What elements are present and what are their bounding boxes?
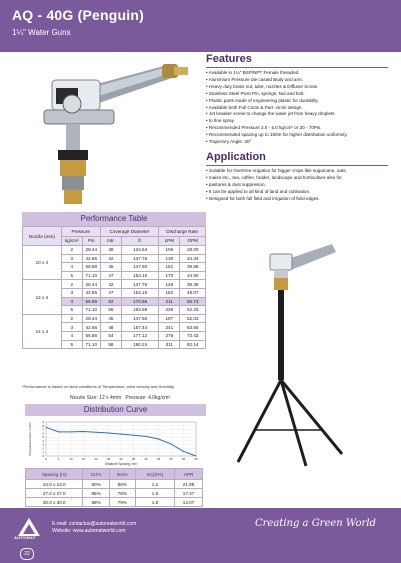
features-item: • Available in 1¼" BSP/NPT Female threaded. <box>206 70 394 77</box>
application-item: • Designed for both full field and irrigation of field edges. <box>206 196 394 203</box>
spacing-header: DU% <box>109 469 135 480</box>
nozzle-cell: 10 x 4 <box>23 246 62 280</box>
y-tick-label: 5 <box>42 435 44 440</box>
table-cell: 3 <box>61 288 82 297</box>
table-cell: 1.6 <box>135 489 174 498</box>
table-cell: 82.14 <box>180 340 206 349</box>
table-cell: 28.44 <box>82 280 100 289</box>
features-item: • Stainless Steel Pivot Pin, springs, Nut and bolt. <box>206 91 394 98</box>
y-tick-label: 3 <box>42 442 44 447</box>
spacing-header: Spacing (m) <box>26 469 83 480</box>
table-cell: 24.0 x 24.0 <box>26 480 83 489</box>
features-item: • Heavy duty brass nut, tube, nozzles & Diffusor Screw. <box>206 84 394 91</box>
table-cell: 5 <box>61 306 82 315</box>
table-cell: 2 <box>61 246 82 255</box>
data-point <box>196 456 197 457</box>
x-axis-label: Distance Spacing, mm <box>105 462 137 466</box>
table-cell: 1.2 <box>135 480 174 489</box>
performance-table-section <box>22 212 206 349</box>
table-cell: 3 <box>61 254 82 263</box>
table-header-psi: Psi <box>82 236 100 246</box>
y-tick-label: 6 <box>42 431 44 436</box>
x-tick-label: 25 <box>106 457 111 461</box>
data-point <box>171 443 172 444</box>
table-cell: 30.0 x 30.0 <box>26 498 83 507</box>
spacing-table <box>25 468 203 507</box>
table-cell: 4 <box>61 263 82 272</box>
table-cell: 58 <box>100 340 121 349</box>
features-heading: Features <box>206 53 252 65</box>
table-row <box>26 489 203 498</box>
product-subtitle: 1¼" Water Guns <box>12 28 71 37</box>
spacing-header: CU% <box>83 469 109 480</box>
features-list <box>206 70 394 146</box>
table-cell: 42.66 <box>82 323 100 332</box>
table-cell: 88% <box>83 498 109 507</box>
table-header-ft: ft. <box>122 236 159 246</box>
product-title: AQ - 40G (Penguin) <box>12 7 144 23</box>
table-header-gpm: GPM <box>180 236 206 246</box>
table-cell: 44.90 <box>180 271 206 280</box>
spacing-header: APR <box>175 469 203 480</box>
table-cell: 79% <box>109 498 135 507</box>
y-tick-label: 0 <box>42 454 44 458</box>
data-point <box>133 435 134 436</box>
table-cell: 55.73 <box>180 297 206 306</box>
table-cell: 71.10 <box>82 306 100 315</box>
table-cell: 149 <box>159 280 180 289</box>
table-cell: 52.03 <box>180 314 206 323</box>
table-cell: 45 <box>100 314 121 323</box>
x-tick-label: 10 <box>69 457 73 461</box>
tripod-photo <box>224 240 354 470</box>
table-cell: 4 <box>61 331 82 340</box>
table-cell: 17.37 <box>175 489 203 498</box>
table-cell: 1.8 <box>135 498 174 507</box>
table-cell: 56.88 <box>82 297 100 306</box>
table-cell: 86% <box>109 480 135 489</box>
application-divider <box>206 165 388 166</box>
x-tick-label: 40 <box>144 457 148 461</box>
application-heading: Application <box>206 151 266 163</box>
table-row <box>23 246 206 255</box>
features-item: • Recommended Pressure 2.0 - 5.0 kg/cm² or 30 - 70Psi. <box>206 125 394 132</box>
table-cell: 56.88 <box>82 331 100 340</box>
y-axis-label: Precipitation Rate, mm/hr <box>28 422 32 456</box>
table-cell: 4 <box>61 297 82 306</box>
table-cell: 14.07 <box>175 498 203 507</box>
table-cell: 278 <box>159 331 180 340</box>
table-cell: 124.64 <box>122 246 159 255</box>
table-cell: 21.98 <box>175 480 203 489</box>
spacing-table-body <box>26 480 203 507</box>
application-item: • It can be applied to all kind of land and cultivation. <box>206 189 394 196</box>
table-cell: 47 <box>100 271 121 280</box>
data-point <box>71 431 72 432</box>
x-tick-label: 15 <box>81 457 86 461</box>
table-cell: 2 <box>61 314 82 323</box>
x-tick-label: 30 <box>119 457 123 461</box>
table-cell: 236 <box>159 306 180 315</box>
performance-table-body <box>23 246 206 349</box>
table-cell: 63.66 <box>180 323 206 332</box>
table-cell: 147.60 <box>122 263 159 272</box>
table-cell: 311 <box>159 340 180 349</box>
table-row <box>26 480 203 489</box>
x-tick-label: 45 <box>156 457 161 461</box>
table-header-pressure: Pressure <box>61 227 100 237</box>
application-item: • Suitable for Overtree irrigation for bigger crops like sugarcane, oats, <box>206 168 394 175</box>
features-item: • Plastic parts made of engineering plastic for durability. <box>206 98 394 105</box>
performance-footnote: *Performance is based on ideal conditions of Temperature, wind velocity and Humidity. <box>22 384 175 389</box>
table-cell: 42 <box>100 280 121 289</box>
table-cell: 5 <box>61 271 82 280</box>
table-cell: 137.76 <box>122 254 159 263</box>
table-cell: 39.36 <box>180 280 206 289</box>
table-cell: 241 <box>159 323 180 332</box>
features-divider <box>206 67 388 68</box>
features-item: • to fine spray. <box>206 118 394 125</box>
features-item: • Aluminium Pressure die casted Body and arm. <box>206 77 394 84</box>
contact-website: Website: www.automatworld.com <box>52 528 126 534</box>
table-cell: 42.66 <box>82 254 100 263</box>
water-gun-photo <box>14 58 194 208</box>
table-cell: 42.66 <box>82 288 100 297</box>
table-cell: 48 <box>100 323 121 332</box>
x-tick-label: 20 <box>94 457 98 461</box>
data-point <box>121 434 122 435</box>
page-number: 22 <box>20 548 34 560</box>
application-list <box>206 168 394 203</box>
table-cell: 62.33 <box>180 306 206 315</box>
table-cell: 182 <box>159 288 180 297</box>
x-tick-label: 50 <box>169 457 173 461</box>
table-cell: 170.56 <box>122 297 159 306</box>
data-point <box>183 451 184 452</box>
table-cell: 211 <box>159 297 180 306</box>
table-cell: 71.10 <box>82 271 100 280</box>
features-item: • Jet breaker screw to change the water jet from heavy droplets <box>206 111 394 118</box>
table-cell: 56.88 <box>82 263 100 272</box>
data-point <box>108 432 109 433</box>
data-point <box>96 432 97 433</box>
performance-table-title: Performance Table <box>22 212 206 226</box>
x-tick-label: 60 <box>194 457 198 461</box>
table-cell: 2 <box>61 280 82 289</box>
table-cell: 52 <box>100 297 121 306</box>
table-header-kg: kg/cm² <box>61 236 82 246</box>
x-tick-label: 0 <box>45 457 47 461</box>
table-cell: 147.60 <box>122 314 159 323</box>
table-header-mtr: mtr. <box>100 236 121 246</box>
table-header-nozzle: Nozzle (mm) <box>23 227 62 246</box>
x-tick-label: 5 <box>57 457 60 461</box>
table-cell: 177.12 <box>122 331 159 340</box>
table-cell: 78% <box>109 489 135 498</box>
table-cell: 5 <box>61 340 82 349</box>
table-cell: 85% <box>83 489 109 498</box>
table-cell: 71.10 <box>82 340 100 349</box>
table-cell: 157.44 <box>122 323 159 332</box>
table-cell: 34.34 <box>180 254 206 263</box>
table-cell: 154.16 <box>122 288 159 297</box>
application-item: • maize etc., tea, coffee, fodder, landscape and horticulture also for <box>206 175 394 182</box>
table-cell: 106 <box>159 246 180 255</box>
data-point <box>58 431 59 432</box>
table-cell: 28.44 <box>82 246 100 255</box>
x-tick-label: 35 <box>131 457 136 461</box>
table-cell: 183.68 <box>122 306 159 315</box>
distribution-title: Distribution Curve <box>25 404 206 416</box>
features-item: • Recommended spacing up to 150m for higher distribution uniformity. <box>206 132 394 139</box>
nozzle-cell: 12 x 4 <box>23 280 62 314</box>
y-tick-label: 4 <box>42 438 44 443</box>
spacing-header: SC(S%) <box>135 469 174 480</box>
table-cell: 197 <box>159 314 180 323</box>
slogan: Creating a Green World <box>255 518 376 529</box>
nozzle-pressure: Pressure: 4.0kg/cm² <box>125 395 171 401</box>
table-cell: 3 <box>61 323 82 332</box>
table-cell: 39.88 <box>180 263 206 272</box>
contact-email: E-mail: contactus@automatworld.com <box>52 521 137 527</box>
table-header-lpm: LPM <box>159 236 180 246</box>
nozzle-pressure-line <box>70 395 170 401</box>
y-tick-label: 7 <box>42 427 44 432</box>
table-row <box>23 280 206 289</box>
brand-name: AUTOMAT <box>14 535 36 540</box>
distribution-chart <box>22 418 206 466</box>
data-point <box>83 431 84 432</box>
nozzle-cell: 14 x 4 <box>23 314 62 348</box>
footer-bar <box>0 508 401 563</box>
table-header-discharge: Discharge Rate <box>159 227 206 237</box>
table-cell: 28.44 <box>82 314 100 323</box>
x-tick-label: 55 <box>181 457 186 461</box>
table-cell: 190.24 <box>122 340 159 349</box>
table-cell: 45 <box>100 263 121 272</box>
header-banner <box>0 0 401 52</box>
table-cell: 27.0 x 27.0 <box>26 489 83 498</box>
table-cell: 42 <box>100 254 121 263</box>
table-header-coverage: Coverage Diameter <box>100 227 158 237</box>
data-point <box>146 436 147 437</box>
table-cell: 56 <box>100 306 121 315</box>
table-row <box>26 498 203 507</box>
application-item: • pastures & dust suppresion. <box>206 182 394 189</box>
y-tick-label: 9 <box>42 420 44 424</box>
table-cell: 38 <box>100 246 121 255</box>
features-item: • Available both Full Circle & Part -circle design. <box>206 105 394 112</box>
table-row <box>23 314 206 323</box>
data-point <box>46 427 47 428</box>
table-cell: 28.00 <box>180 246 206 255</box>
features-item: • Trajectory Angle: 30° <box>206 139 394 146</box>
spacing-table-section <box>25 468 203 507</box>
y-tick-label: 2 <box>42 446 44 451</box>
table-cell: 170 <box>159 271 180 280</box>
table-cell: 47 <box>100 288 121 297</box>
table-cell: 48.07 <box>180 288 206 297</box>
table-cell: 90% <box>83 480 109 489</box>
y-tick-label: 8 <box>42 423 44 428</box>
contact-info <box>52 521 136 535</box>
data-point <box>158 439 159 440</box>
table-cell: 54 <box>100 331 121 340</box>
nozzle-size: Nozzle Size: 12 x 4mm <box>70 395 122 401</box>
table-cell: 137.76 <box>122 280 159 289</box>
table-cell: 151 <box>159 263 180 272</box>
y-tick-label: 1 <box>42 450 44 455</box>
table-cell: 154.16 <box>122 271 159 280</box>
table-cell: 73.43 <box>180 331 206 340</box>
table-cell: 130 <box>159 254 180 263</box>
performance-table <box>22 226 206 349</box>
